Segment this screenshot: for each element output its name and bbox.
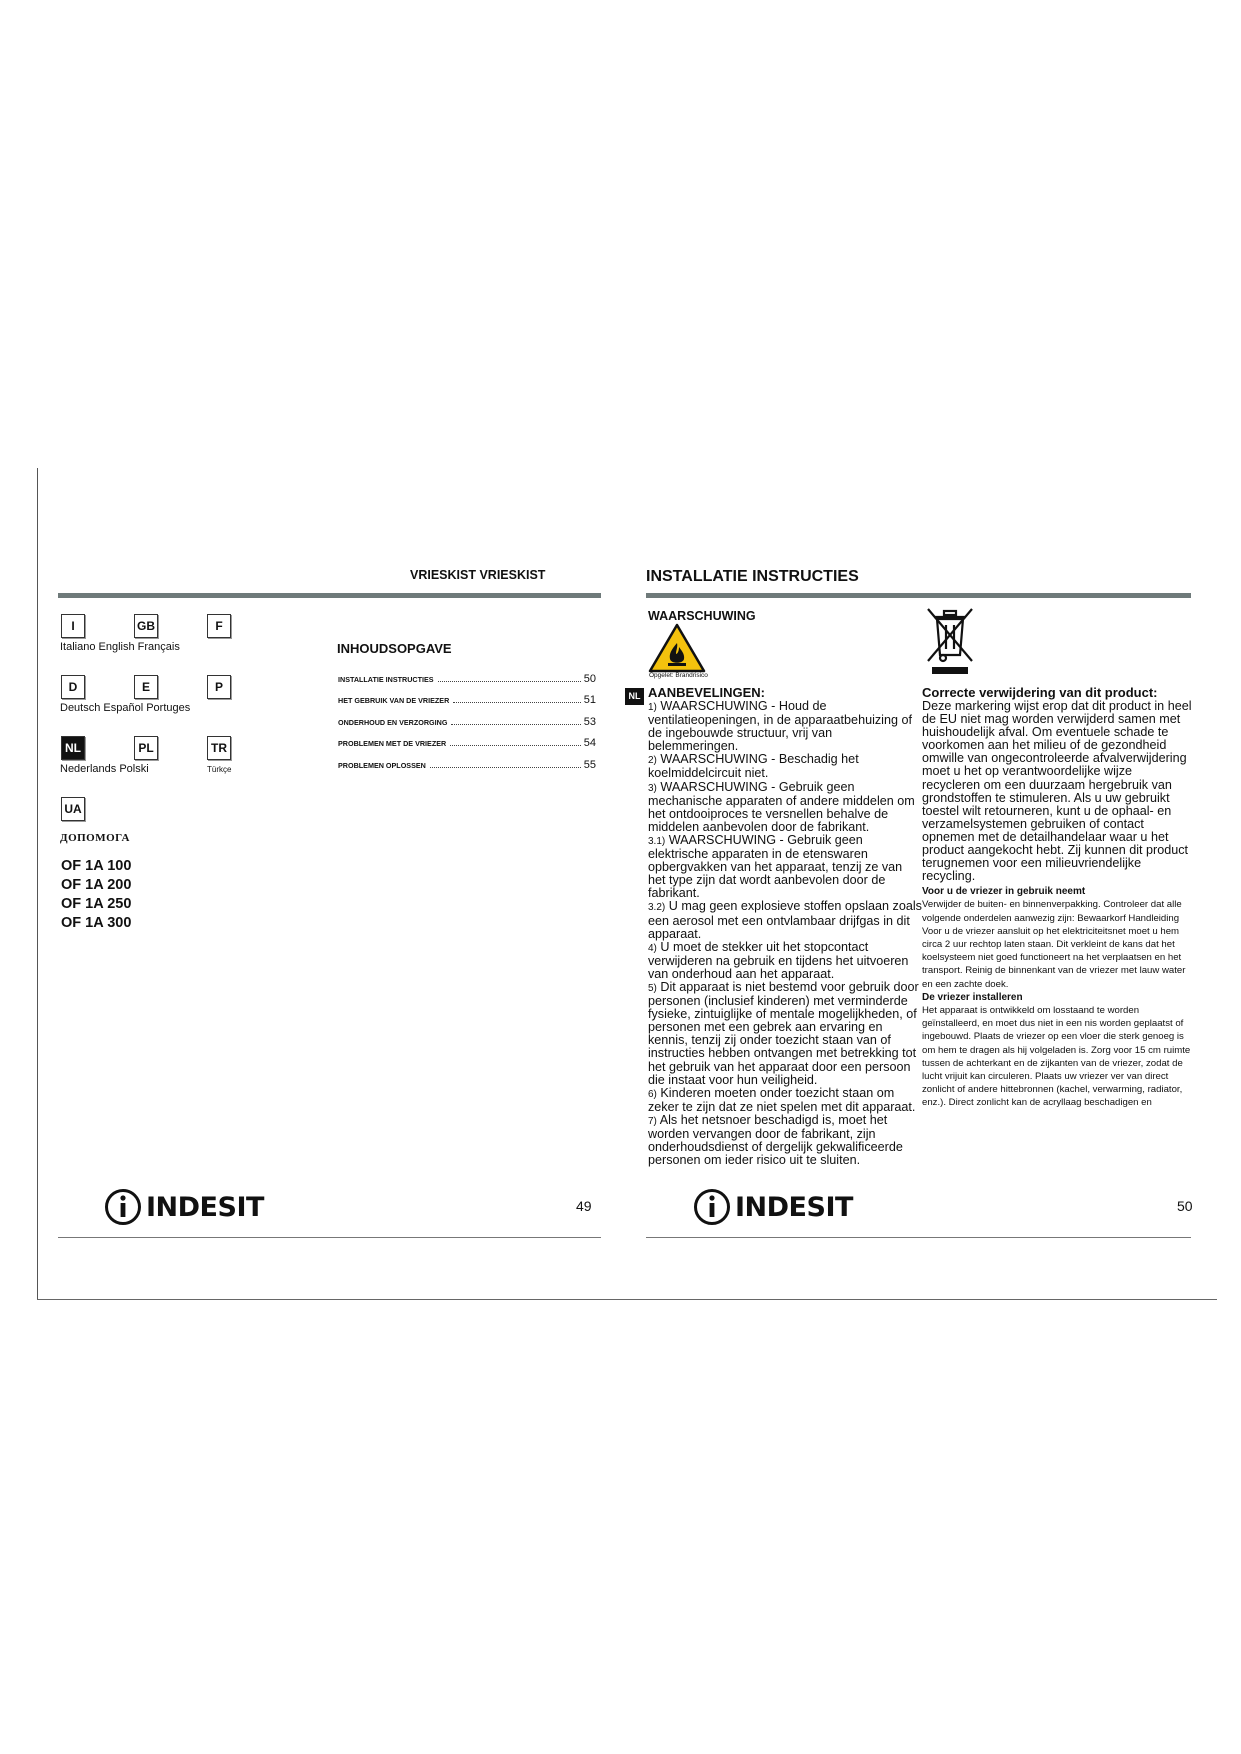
toc-entry-label: PROBLEMEN MET DE VRIEZER: [338, 739, 447, 748]
language-box-ua: UA: [61, 797, 85, 821]
indesit-logo-text: INDESIT: [735, 1191, 853, 1223]
toc-entry-page: 50: [583, 673, 596, 685]
toc-entry: [338, 716, 596, 728]
recommendation-item: [648, 941, 922, 981]
toc-entry-label: INSTALLATIE INSTRUCTIES: [338, 675, 434, 684]
toc-entry: [338, 673, 596, 685]
model-name: OF 1A 300: [61, 915, 132, 931]
recommendation-item: [648, 981, 922, 1087]
recommendation-text: Als het netsnoer beschadigd is, moet het worden vervangen door de fabrikant, zijn onderhoudsdienst of dergelijk gekwalificeerde personen om ieder risico uit te sluiten.: [648, 1112, 903, 1168]
language-box-nl-selected: NL: [61, 736, 85, 760]
recommendation-number: 3.1): [648, 835, 666, 847]
toc-entry-label: ONDERHOUD EN VERZORGING: [338, 718, 448, 727]
recommendation-item: [648, 1087, 922, 1114]
toc-entry-label: HET GEBRUIK VAN DE VRIEZER: [338, 696, 450, 705]
recommendation-text: Kinderen moeten onder toezicht staan om zeker te zijn dat ze niet spelen met dit apparaat.: [648, 1085, 916, 1114]
language-badge-nl: NL: [625, 688, 644, 705]
left-header-bar: [58, 593, 601, 598]
language-box-pl: PL: [134, 736, 158, 760]
recommendation-number: 3): [648, 782, 657, 794]
language-box-f: F: [207, 614, 231, 638]
toc-leader: [450, 744, 581, 746]
disposal-title: Correcte verwijdering van dit product:: [922, 685, 1158, 700]
toc-entry: [338, 694, 596, 706]
disposal-text-block: [922, 700, 1192, 1110]
right-footer-rule: [646, 1237, 1191, 1238]
left-footer-rule: [58, 1237, 601, 1238]
language-row-2-label: Deutsch Español Portuges: [60, 702, 191, 714]
before-use-text: Verwijder de buiten- en binnenverpakking. Controleer dat alle volgende onderdelen aanwezig zijn: Bewaarkorf Handleiding Voor u de vriezer aansluit op het elektriciteitsnet moet u hem circa 2 uur rechtop laten staan. Dit verkleint de kans dat het koelsysteem niet goed functioneert na het verplaatsen en het transport. Reinig de binnenkant van de vriezer met lauw water en een zachte doek.: [922, 899, 1186, 990]
recommendation-text: WAARSCHUWING - Beschadig het koelmiddelcircuit niet.: [648, 752, 859, 781]
recommendation-text: WAARSCHUWING - Gebruik geen mechanische apparaten of andere middelen om het ontdooiproces te versnellen behalve de middelen aanbevolen door de fabrikant.: [648, 779, 915, 834]
toc-entry-page: 55: [583, 759, 596, 771]
left-page-header: VRIESKIST VRIESKIST: [410, 568, 546, 582]
warning-caption: Opgelet: Brandrisico: [649, 672, 708, 679]
recommendation-text: U mag geen explosieve stoffen opslaan zoals een aerosol met een ontvlambaar drijfgas in dit apparaat.: [648, 899, 922, 941]
recommendation-number: 7): [648, 1115, 657, 1127]
recommendations-title: AANBEVELINGEN:: [648, 685, 766, 700]
install-text: Het apparaat is ontwikkeld om losstaand te worden geïnstalleerd, en moet dus niet in een nis worden geplaatst of ingebouwd. Plaats de vriezer op een vloer die sterk genoeg is om hem te dragen als hij volgeladen is. Zorg voor 15 cm ruimte tussen de achterkant en de zijkanten van de vriezer, zodat de lucht vrijuit kan circuleren. Plaats uw vriezer ver van direct zonlicht of andere hittebronnen (kachel, verwarming, radiator, enz.). Direct zonlicht kan de acryllaag beschadigen en: [922, 1004, 1191, 1109]
language-box-i: I: [61, 614, 85, 638]
recommendation-item: [648, 753, 922, 780]
page-number-left: 49: [576, 1198, 592, 1214]
toc-entry-page: 54: [583, 737, 596, 749]
recommendation-item: [648, 900, 922, 940]
toc-entry-page: 51: [583, 694, 596, 706]
recommendation-item: [648, 834, 922, 900]
fire-hazard-icon: [648, 623, 706, 673]
toc-entry-page: 53: [583, 716, 596, 728]
disposal-text: Deze markering wijst erop dat dit product in heel de EU niet mag worden verwijderd samen met huishoudelijk afval. Om eventuele schade te voorkomen aan het milieu of de gezondheid omwille van ongecontroleerde afvalverwijdering moet u het op verantwoordelijke wijze recycleren om een duurzaam hergebruik van grondstoffen te stimuleren. Als u uw gebruikt toestel wilt retourneren, kunt u de ophaal- en verzamelsystemen gebruiken of contact opnemen met de detailhandelaar waar u het product aangekocht hebt. Zij kunnen dit product terugnemen voor een milieuvriendelijke recycling.: [922, 699, 1192, 884]
language-box-p: P: [207, 675, 231, 699]
page-border-left: [37, 468, 38, 1300]
language-label-ua: ДОПОМОГА: [60, 832, 130, 844]
recommendation-text: U moet de stekker uit het stopcontact verwijderen na gebruik en tijdens het uitvoeren van onderhoud aan het apparaat.: [648, 939, 909, 981]
weee-bin-icon: [924, 605, 976, 675]
toc-leader: [430, 766, 581, 768]
toc-entry-label: PROBLEMEN OPLOSSEN: [338, 761, 426, 770]
toc-leader: [451, 723, 580, 725]
toc-leader: [453, 701, 580, 703]
language-box-gb: GB: [134, 614, 158, 638]
toc-entry: [338, 759, 596, 771]
model-name: OF 1A 100: [61, 858, 132, 874]
language-box-d: D: [61, 675, 85, 699]
model-name: OF 1A 250: [61, 896, 132, 912]
right-header-bar: [646, 593, 1191, 598]
recommendation-text: Dit apparaat is niet bestemd voor gebruik door personen (inclusief kinderen) met verminderde fysieke, zintuiglijke of mentale mogelijkheden, of personen met een gebrek aan ervaring en kennis, tenzij zij onder toezicht staan van of instructies hebben ontvangen met betrekking tot het gebruik van het apparaat door een persoon die instaat voor hun veiligheid.: [648, 979, 919, 1087]
recommendation-text: WAARSCHUWING - Gebruik geen elektrische apparaten in de etenswaren opbergvakken van het apparaat, tenzij ze van het type zijn dat wordt aanbevolen door de fabrikant.: [648, 832, 903, 901]
indesit-logo-icon: [104, 1188, 142, 1226]
toc-leader: [438, 680, 581, 682]
warning-title: WAARSCHUWING: [648, 609, 756, 623]
toc-title: INHOUDSOPGAVE: [337, 641, 452, 656]
page-border-bottom: [37, 1299, 1217, 1300]
recommendation-number: 6): [648, 1088, 657, 1100]
indesit-logo: [693, 1188, 853, 1226]
recommendation-number: 3.2): [648, 902, 666, 914]
recommendation-number: 5): [648, 982, 657, 994]
indesit-logo-text: INDESIT: [146, 1191, 264, 1223]
language-box-tr: TR: [207, 736, 231, 760]
recommendation-item: [648, 700, 922, 753]
page-number-right: 50: [1177, 1198, 1193, 1214]
language-row-1-label: Italiano English Français: [60, 641, 180, 653]
language-label-turkce: Türkçe: [207, 765, 232, 774]
recommendation-item: [648, 1114, 922, 1167]
language-box-e: E: [134, 675, 158, 699]
recommendation-number: 1): [648, 702, 657, 713]
language-row-3-label: Nederlands Polski: [60, 763, 149, 775]
right-page-header: INSTALLATIE INSTRUCTIES: [646, 568, 859, 585]
recommendation-item: [648, 781, 922, 834]
indesit-logo-icon: [693, 1188, 731, 1226]
toc-entry: [338, 737, 596, 749]
install-title: De vriezer installeren: [922, 991, 1023, 1003]
recommendation-number: 4): [648, 942, 657, 954]
recommendation-number: 2): [648, 755, 657, 767]
recommendation-text: WAARSCHUWING - Houd de ventilatieopeningen, in de apparaatbehuizing of de ingebouwde structuur, vrij van belemmeringen.: [648, 699, 912, 754]
before-use-title: Voor u de vriezer in gebruik neemt: [922, 886, 1086, 898]
indesit-logo: [104, 1188, 264, 1226]
recommendations-list: [648, 700, 922, 1167]
model-name: OF 1A 200: [61, 877, 132, 893]
